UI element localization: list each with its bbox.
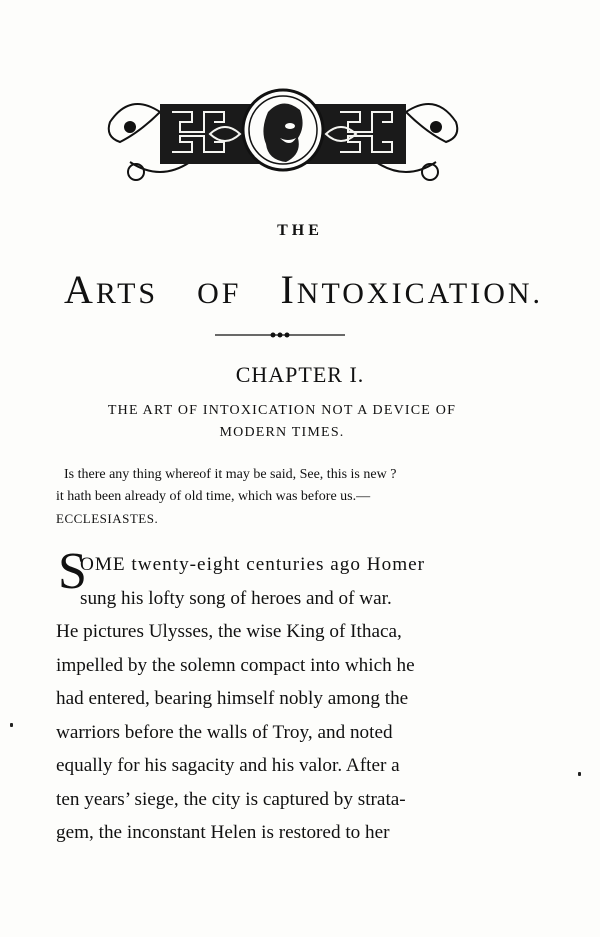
subtitle-line: MODERN TIMES. — [219, 425, 345, 440]
book-title — [64, 266, 544, 313]
epigraph — [56, 464, 508, 530]
headpiece-portrait-icon — [100, 82, 466, 186]
title-word-intoxication: INTOXICATION. — [280, 267, 544, 312]
chapter-heading: CHAPTER I. — [235, 362, 365, 387]
title-word-of: OF — [197, 277, 242, 310]
body-line: equally for his sagacity and his valor. After a — [56, 755, 400, 776]
title-word-arts: ARTS — [64, 267, 159, 312]
body-line: impelled by the solemn compact into which he — [56, 654, 415, 676]
epigraph-source: ECCLESIASTES. — [56, 511, 159, 526]
epigraph-line: it hath been already of old time, which was before us.— — [56, 489, 371, 504]
print-speck — [10, 723, 13, 727]
ornamental-rule — [215, 332, 345, 338]
chapter-subtitle — [56, 400, 508, 444]
body-line: ten years’ siege, the city is captured by strata- — [56, 788, 406, 810]
body-line: OME twenty-eight centuries ago Homer — [80, 554, 426, 575]
drop-cap: S — [58, 543, 87, 600]
epigraph-line: Is there any thing whereof it may be said, See, this is new ? — [64, 467, 397, 482]
body-line: sung his lofty song of heroes and of war. — [80, 587, 392, 609]
subtitle-line: THE ART OF INTOXICATION NOT A DEVICE OF — [107, 403, 457, 418]
title-prefix: THE — [277, 222, 323, 239]
body-line: warriors before the walls of Troy, and noted — [56, 721, 393, 743]
body-line: had entered, bearing himself nobly among the — [56, 688, 409, 709]
body-line: He pictures Ulysses, the wise King of Ithaca, — [56, 621, 402, 642]
print-speck — [578, 772, 581, 776]
ornamental-headpiece — [100, 82, 466, 186]
body-line: gem, the inconstant Helen is restored to her — [56, 822, 390, 843]
body-paragraph — [56, 543, 506, 850]
